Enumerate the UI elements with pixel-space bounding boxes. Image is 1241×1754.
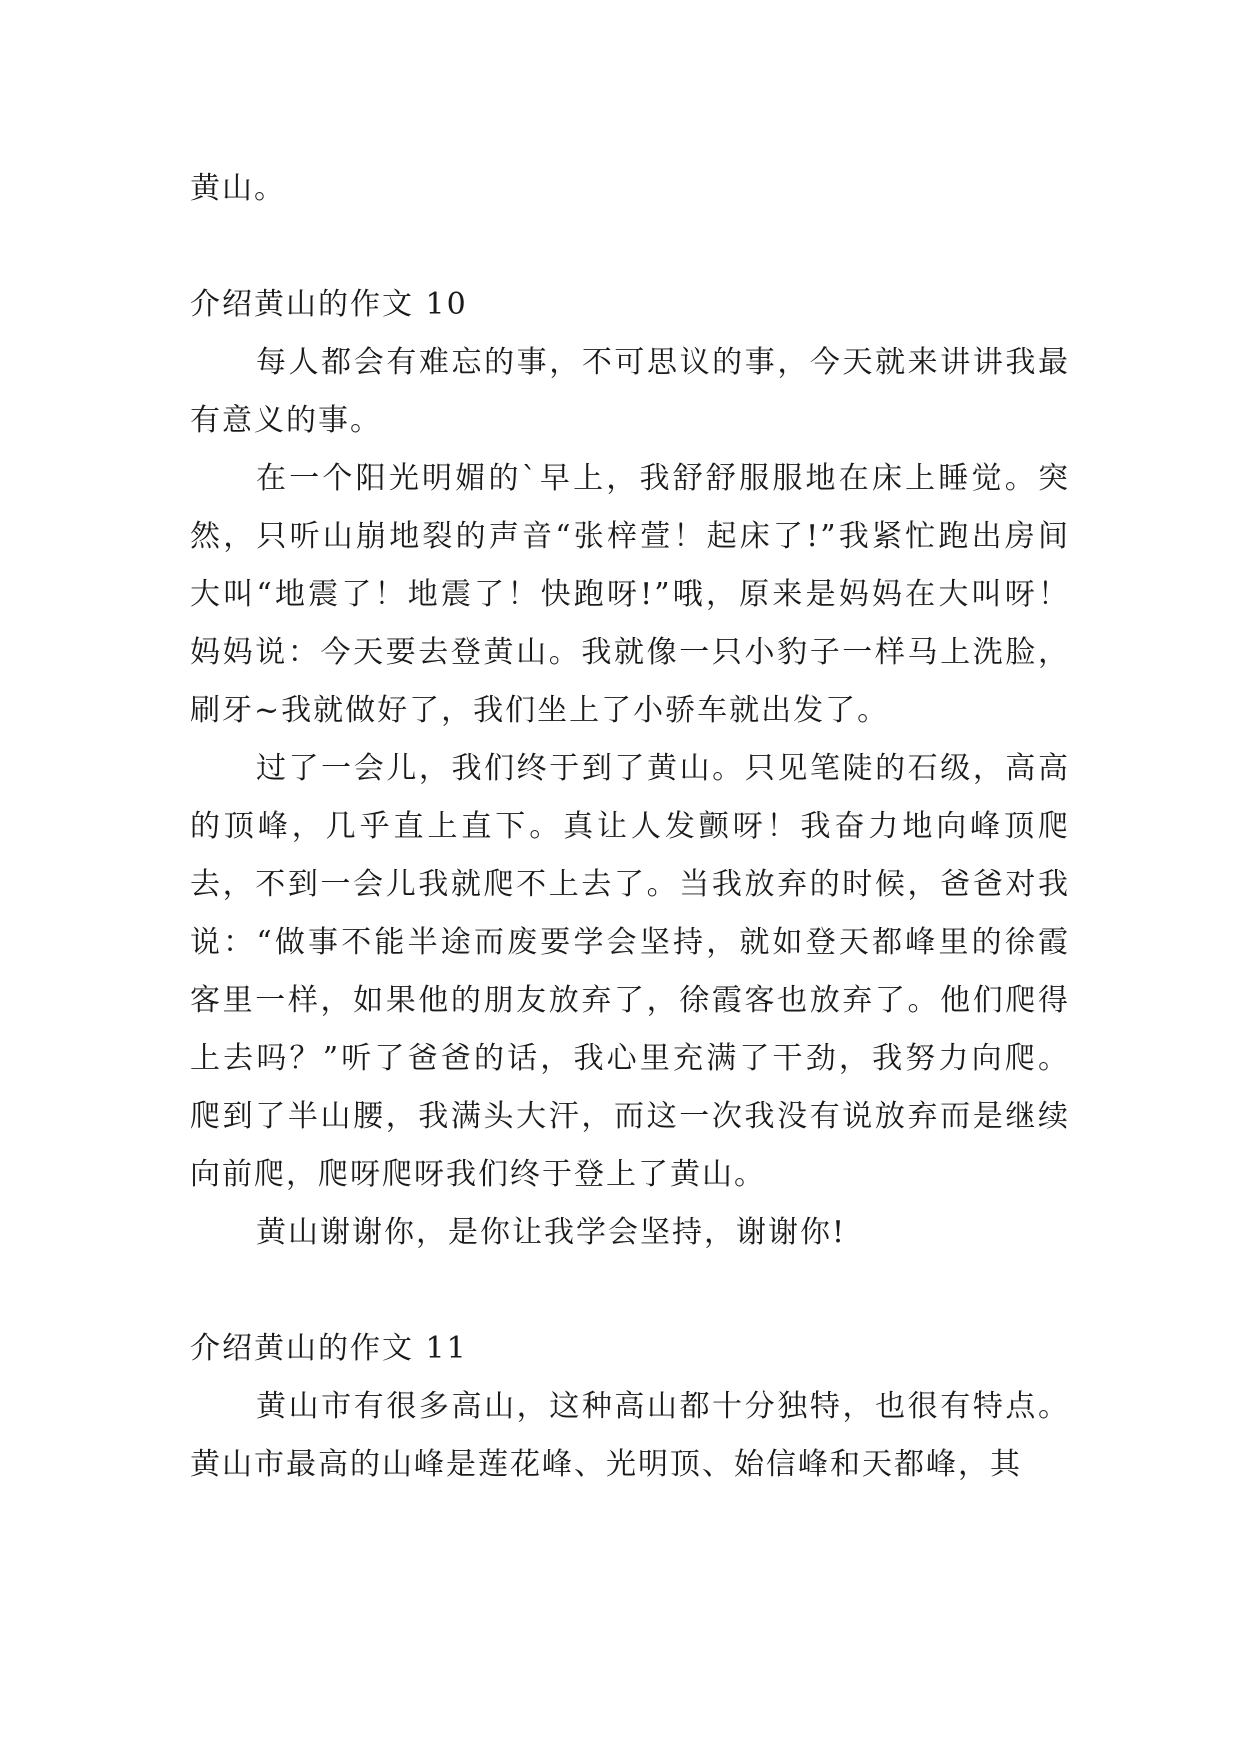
section-gap xyxy=(190,218,1070,276)
section10-paragraph-2: 在一个阳光明媚的`早上，我舒舒服服地在床上睡觉。突然，只听山崩地裂的声音“张梓萱！起床了!”我紧忙跑出房间大叫“地震了！地震了！快跑呀!”哦，原来是妈妈在大叫呀！妈妈说：今天要去登黄山。我就像一只小豹子一样马上洗脸，刷牙~我就做好了，我们坐上了小骄车就出发了。 xyxy=(190,461,1070,728)
section-gap xyxy=(190,1262,1070,1320)
section10-paragraph-3: 过了一会儿，我们终于到了黄山。只见笔陡的石级，高高的顶峰，几乎直上直下。真让人发颤呀！我奋力地向峰顶爬去，不到一会儿我就爬不上去了。当我放弃的时候，爸爸对我说：“做事不能半途而废要学会坚持，就如登天都峰里的徐霞客里一样，如果他的朋友放弃了，徐霞客也放弃了。他们爬得上去吗？”听了爸爸的话，我心里充满了干劲，我努力向爬。爬到了半山腰，我满头大汗，而这一次我没有说放弃而是继续向前爬，爬呀爬呀我们终于登上了黄山。 xyxy=(190,751,1070,1192)
section-heading-10: 介绍黄山的作文 10 xyxy=(190,287,468,322)
section10-paragraph-4: 黄山谢谢你，是你让我学会坚持，谢谢你! xyxy=(256,1215,847,1250)
section10-paragraph-1: 每人都会有难忘的事，不可思议的事，今天就来讲讲我最有意义的事。 xyxy=(190,345,1070,438)
carryover-text: 黄山。 xyxy=(190,171,286,206)
section11-paragraph-1: 黄山市有很多高山，这种高山都十分独特，也很有特点。黄山市最高的山峰是莲花峰、光明顶、始信峰和天都峰，其 xyxy=(190,1389,1070,1482)
section-heading-11: 介绍黄山的作文 11 xyxy=(190,1331,468,1366)
document-body xyxy=(190,160,1070,1494)
